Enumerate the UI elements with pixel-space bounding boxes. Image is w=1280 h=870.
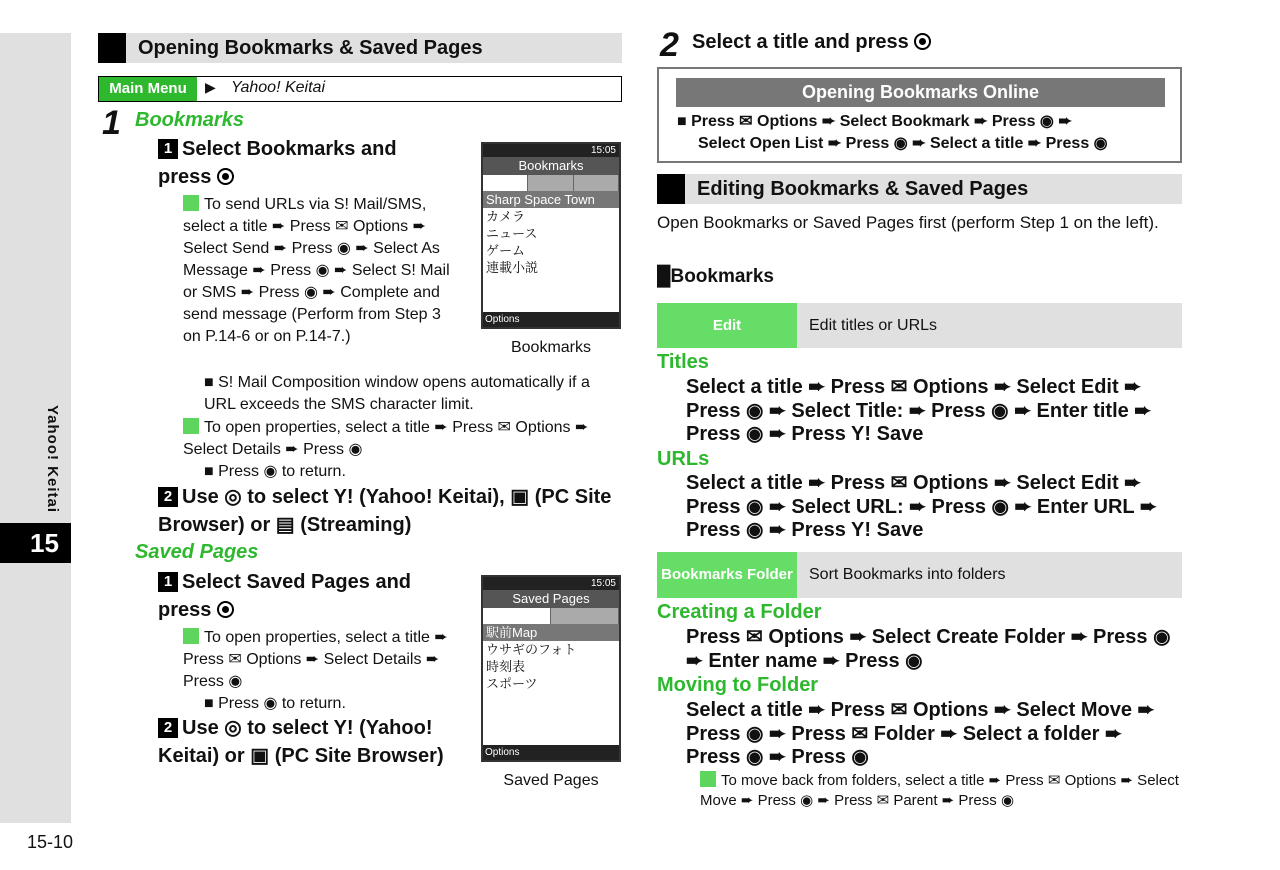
phone-screen-bookmarks — [481, 142, 621, 329]
phone-tabs — [483, 608, 619, 624]
pc-tab-icon — [551, 608, 619, 624]
step-number-2: 2 — [660, 26, 679, 64]
phone-list-item: ウサギのフォト — [486, 642, 577, 657]
phone-title: Saved Pages — [483, 590, 619, 608]
substep-number-2b: 2 — [158, 718, 178, 738]
bullet-return-2: ■ Press ◉ to return. — [204, 695, 346, 712]
phone-list-item: Sharp Space Town — [483, 191, 619, 208]
bookmarks-label: █Bookmarks — [657, 266, 774, 287]
bullet-mail-window-text: S! Mail Composition window opens automatically if a URL exceeds the SMS character limit. — [204, 374, 590, 413]
titles-line-1: Select a title ➨ Press ✉ Options ➨ Select Edit ➨ — [686, 376, 1141, 398]
phone-list-item: ゲーム — [486, 243, 526, 258]
chapter-title: Yahoo! Keitai — [44, 405, 61, 514]
phone-list-item: 時刻表 — [486, 659, 526, 674]
center-key-icon — [217, 168, 234, 185]
substep-b2-text: Use ◎ to select Y! (Yahoo! Keitai), ▣ (PC Site Browser) or ▤ (Streaming) — [158, 486, 612, 536]
bullet-mail-window: ■ S! Mail Composition window opens automatically if a URL exceeds the SMS character limit. — [204, 374, 590, 413]
step2-text: Select a title and press — [692, 31, 909, 53]
note-properties-saved — [183, 627, 463, 693]
note-marker-icon — [700, 771, 716, 787]
note-properties-saved-text: To open properties, select a title ➨ Press ✉ Options ➨ Select Details ➨ Press ◉ — [183, 629, 448, 690]
phone-list-item: カメラ — [486, 209, 526, 224]
substep-number-2: 2 — [158, 487, 178, 507]
substep-b1 — [158, 135, 448, 191]
phone-softkey: Options — [483, 312, 619, 327]
pc-tab-icon — [528, 175, 573, 191]
phone-list-item: 連載小説 — [486, 260, 539, 275]
center-key-icon — [914, 33, 931, 50]
note-marker-icon — [183, 195, 199, 211]
yahoo-tab-icon — [483, 608, 551, 624]
bullet-return-1-text: Press ◉ to return. — [218, 463, 346, 480]
note-send-urls — [183, 194, 453, 348]
intro-text: Open Bookmarks or Saved Pages first (perform Step 1 on the left). — [657, 213, 1159, 232]
move-line-1: Select a title ➨ Press ✉ Options ➨ Select Move ➨ — [686, 699, 1155, 721]
phone-tabs — [483, 175, 619, 191]
urls-line-1: Select a title ➨ Press ✉ Options ➨ Select Edit ➨ — [686, 472, 1141, 494]
online-line-1-text: Press ✉ Options ➨ Select Bookmark ➨ Press ◉ ➨ — [691, 113, 1072, 130]
substep-number-1b: 1 — [158, 572, 178, 592]
bullet-return-2-text: Press ◉ to return. — [218, 695, 346, 712]
online-line-2: Select Open List ➨ Press ◉ ➨ Select a title ➨ Press ◉ — [698, 135, 1108, 152]
move-back-note — [700, 771, 1180, 811]
folder-table — [657, 552, 1182, 598]
online-box — [657, 67, 1182, 163]
section-heading-editing: Editing Bookmarks & Saved Pages — [657, 174, 1182, 204]
create-line-2: ➨ Enter name ➨ Press ◉ — [686, 649, 923, 672]
urls-line-3: Press ◉ ➨ Press Y! Save — [686, 519, 924, 541]
substep-s1-text: Select Saved Pages and press — [158, 571, 412, 621]
substep-b1-text: Select Bookmarks and press — [158, 138, 397, 188]
phone-list-item: スポーツ — [486, 676, 538, 691]
phone-list-item: ニュース — [486, 226, 538, 241]
arrow-right-icon: ▶ — [205, 79, 216, 95]
edit-cell: Edit — [657, 303, 797, 348]
page-number: 15-10 — [27, 832, 74, 852]
urls-steps — [686, 472, 1157, 543]
move-folder-steps — [686, 699, 1154, 770]
chapter-number: 15 — [0, 523, 71, 563]
move-line-3: Press ◉ ➨ Press ◉ — [686, 746, 869, 768]
saved-pages-subheading: Saved Pages — [135, 541, 259, 563]
yahoo-tab-icon — [483, 175, 528, 191]
bullet-return-1: ■ Press ◉ to return. — [204, 463, 346, 480]
urls-heading: URLs — [657, 448, 710, 470]
step2-instruction — [692, 28, 931, 56]
urls-line-2: Press ◉ ➨ Select URL: ➨ Press ◉ ➨ Enter URL ➨ — [686, 495, 1157, 518]
bookmarks-subheading: Bookmarks — [135, 109, 244, 131]
edit-table — [657, 303, 1182, 348]
menu-path-bar — [98, 76, 622, 102]
note-properties-bookmarks — [183, 417, 623, 461]
phone-list-item: 駅前Map — [483, 624, 619, 641]
note-properties-bookmarks-text: To open properties, select a title ➨ Press ✉ Options ➨ Select Details ➨ Press ◉ — [183, 419, 589, 458]
titles-heading: Titles — [657, 351, 709, 373]
note-send-urls-text: To send URLs via S! Mail/SMS, select a title ➨ Press ✉ Options ➨ Select Send ➨ Press ◉ ➨ Select As Message ➨ Press ◉ ➨ Select S! Mail or SMS ➨ Press ◉ ➨ Complete and send message (Perform from Step 3 on P.14-6 or on P.14-7.) — [183, 196, 450, 345]
create-folder-steps — [686, 626, 1171, 673]
note-marker-icon — [183, 628, 199, 644]
substep-s1 — [158, 568, 448, 624]
center-key-icon — [217, 601, 234, 618]
phone-title: Bookmarks — [483, 157, 619, 175]
caption-saved-pages: Saved Pages — [503, 772, 599, 789]
caption-bookmarks: Bookmarks — [510, 339, 592, 356]
folder-cell: Bookmarks Folder — [657, 552, 797, 598]
phone-status-bar: 15:05 — [483, 577, 619, 590]
online-box-title: Opening Bookmarks Online — [676, 78, 1165, 107]
move-folder-heading: Moving to Folder — [657, 674, 819, 696]
streaming-tab-icon — [574, 175, 619, 191]
titles-line-2: Press ◉ ➨ Select Title: ➨ Press ◉ ➨ Enter title ➨ — [686, 399, 1152, 422]
online-line-1: ■ Press ✉ Options ➨ Select Bookmark ➨ Press ◉ ➨ — [677, 113, 1072, 130]
titles-line-3: Press ◉ ➨ Press Y! Save — [686, 423, 924, 445]
menu-path-text: Yahoo! Keitai — [231, 79, 325, 96]
phone-softkey: Options — [483, 745, 619, 760]
titles-steps — [686, 376, 1151, 447]
main-menu-label: Main Menu — [99, 77, 197, 101]
note-marker-icon — [183, 418, 199, 434]
substep-s2 — [158, 714, 458, 770]
substep-b2 — [158, 483, 618, 539]
phone-status-bar: 15:05 — [483, 144, 619, 157]
create-line-1: Press ✉ Options ➨ Select Create Folder ➨ Press ◉ — [686, 626, 1171, 648]
create-folder-heading: Creating a Folder — [657, 601, 822, 623]
phone-screen-saved-pages — [481, 575, 621, 762]
bookmarks-label-text: Bookmarks — [670, 266, 774, 287]
move-back-note-text: To move back from folders, select a title ➨ Press ✉ Options ➨ Select Move ➨ Press ◉ ➨ Press ✉ Parent ➨ Press ◉ — [700, 772, 1179, 809]
edit-desc: Edit titles or URLs — [797, 303, 1182, 348]
move-line-2: Press ◉ ➨ Press ✉ Folder ➨ Select a folder ➨ — [686, 722, 1122, 745]
substep-number-1: 1 — [158, 139, 178, 159]
folder-desc: Sort Bookmarks into folders — [797, 552, 1182, 598]
step-number-1: 1 — [102, 104, 121, 142]
section-heading-opening: Opening Bookmarks & Saved Pages — [98, 33, 622, 63]
substep-s2-text: Use ◎ to select Y! (Yahoo! Keitai) or ▣ (PC Site Browser) — [158, 717, 444, 767]
